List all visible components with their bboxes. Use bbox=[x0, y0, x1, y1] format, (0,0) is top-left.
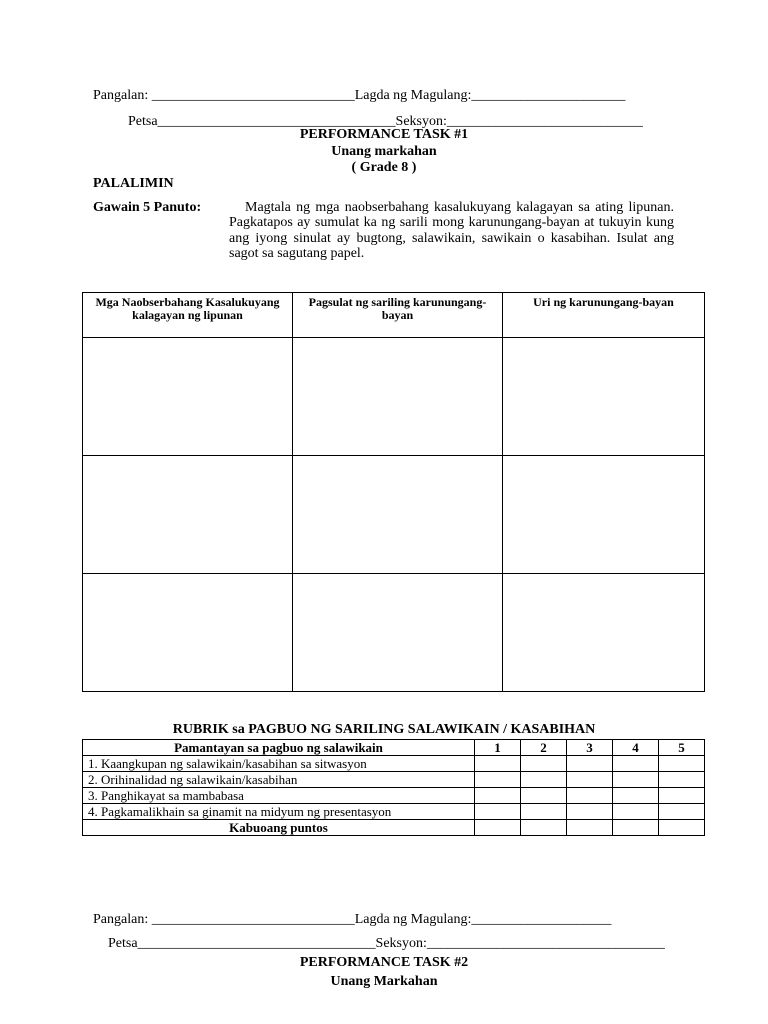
score-cell[interactable] bbox=[613, 788, 659, 804]
criteria-header: Pamantayan sa pagbuo ng salawikain bbox=[83, 740, 475, 756]
answer-cell[interactable] bbox=[83, 338, 293, 456]
section-heading: PALALIMIN bbox=[93, 176, 174, 191]
column-header: Pagsulat ng sariling karunungang-bayan bbox=[293, 293, 503, 338]
criterion-label: 1. Kaangkupan ng salawikain/kasabihan sa sitwasyon bbox=[83, 756, 475, 772]
instruction-label: Gawain 5 Panuto: bbox=[93, 200, 202, 215]
score-cell[interactable] bbox=[521, 772, 567, 788]
score-cell[interactable] bbox=[567, 804, 613, 820]
answer-cell[interactable] bbox=[293, 574, 503, 692]
column-header: Mga Naobserbahang Kasalukuyang kalagayan ng lipunan bbox=[83, 293, 293, 338]
rubric-row bbox=[83, 804, 705, 820]
score-cell[interactable] bbox=[613, 756, 659, 772]
score-header: 4 bbox=[613, 740, 659, 756]
score-cell[interactable] bbox=[567, 820, 613, 836]
score-cell[interactable] bbox=[567, 772, 613, 788]
score-cell[interactable] bbox=[659, 804, 705, 820]
rubric-title: RUBRIK sa PAGBUO NG SARILING SALAWIKAIN / KASABIHAN bbox=[172, 722, 596, 737]
score-cell[interactable] bbox=[521, 804, 567, 820]
score-cell[interactable] bbox=[659, 820, 705, 836]
instruction-line: Magtala ng mga naobserbahang kasalukuyang kalagayan sa ating lipunan. bbox=[245, 200, 674, 215]
criterion-label: 4. Pagkamalikhain sa ginamit na midyum ng presentasyon bbox=[83, 804, 475, 820]
instruction-line: sagot sa sagutang papel. bbox=[229, 246, 365, 261]
quarter-label: Unang markahan bbox=[331, 144, 437, 159]
score-cell[interactable] bbox=[613, 804, 659, 820]
name-signature-line: Pangalan: _____________________________Lagda ng Magulang:______________________ bbox=[93, 88, 626, 103]
score-cell[interactable] bbox=[613, 820, 659, 836]
total-label: Kabuoang puntos bbox=[83, 820, 475, 836]
score-cell[interactable] bbox=[475, 756, 521, 772]
score-header: 3 bbox=[567, 740, 613, 756]
answer-cell[interactable] bbox=[83, 574, 293, 692]
rubric-total-row bbox=[83, 820, 705, 836]
table-row bbox=[83, 574, 705, 692]
instruction-line: Pagkatapos ay sumulat ka ng sarili mong karunungang-bayan at tukuyin kung bbox=[229, 215, 674, 230]
name-signature-line: Pangalan: _____________________________Lagda ng Magulang:____________________ bbox=[93, 912, 612, 927]
score-cell[interactable] bbox=[475, 804, 521, 820]
rubric-header-row bbox=[83, 740, 705, 756]
answer-cell[interactable] bbox=[503, 574, 705, 692]
quarter-label: Unang Markahan bbox=[330, 974, 438, 989]
score-cell[interactable] bbox=[475, 772, 521, 788]
grade-label: ( Grade 8 ) bbox=[351, 160, 417, 175]
score-header: 2 bbox=[521, 740, 567, 756]
rubric-table bbox=[82, 739, 705, 836]
score-cell[interactable] bbox=[659, 756, 705, 772]
answer-cell[interactable] bbox=[293, 456, 503, 574]
date-section-line: Petsa__________________________________Seksyon:____________________________ bbox=[128, 114, 643, 129]
score-cell[interactable] bbox=[659, 772, 705, 788]
score-header: 1 bbox=[475, 740, 521, 756]
table-row bbox=[83, 338, 705, 456]
rubric-row bbox=[83, 788, 705, 804]
column-header: Uri ng karunungang-bayan bbox=[503, 293, 705, 338]
score-cell[interactable] bbox=[613, 772, 659, 788]
observation-table bbox=[82, 292, 705, 692]
rubric-row bbox=[83, 756, 705, 772]
score-cell[interactable] bbox=[521, 756, 567, 772]
score-cell[interactable] bbox=[659, 788, 705, 804]
criterion-label: 2. Orihinalidad ng salawikain/kasabihan bbox=[83, 772, 475, 788]
instruction-line: ang iyong sinulat ay bugtong, salawikain, sawikain o kasabihan. Isulat ang bbox=[229, 231, 674, 246]
answer-cell[interactable] bbox=[293, 338, 503, 456]
answer-cell[interactable] bbox=[503, 338, 705, 456]
table-row bbox=[83, 456, 705, 574]
score-header: 5 bbox=[659, 740, 705, 756]
score-cell[interactable] bbox=[475, 788, 521, 804]
task-title: PERFORMANCE TASK #2 bbox=[299, 955, 469, 970]
score-cell[interactable] bbox=[521, 820, 567, 836]
score-cell[interactable] bbox=[567, 756, 613, 772]
task-title: PERFORMANCE TASK #1 bbox=[299, 127, 469, 142]
table-header-row bbox=[83, 293, 705, 338]
answer-cell[interactable] bbox=[503, 456, 705, 574]
score-cell[interactable] bbox=[567, 788, 613, 804]
rubric-row bbox=[83, 772, 705, 788]
date-section-line: Petsa__________________________________Seksyon:__________________________________ bbox=[108, 936, 665, 951]
criterion-label: 3. Panghikayat sa mambabasa bbox=[83, 788, 475, 804]
score-cell[interactable] bbox=[521, 788, 567, 804]
score-cell[interactable] bbox=[475, 820, 521, 836]
answer-cell[interactable] bbox=[83, 456, 293, 574]
